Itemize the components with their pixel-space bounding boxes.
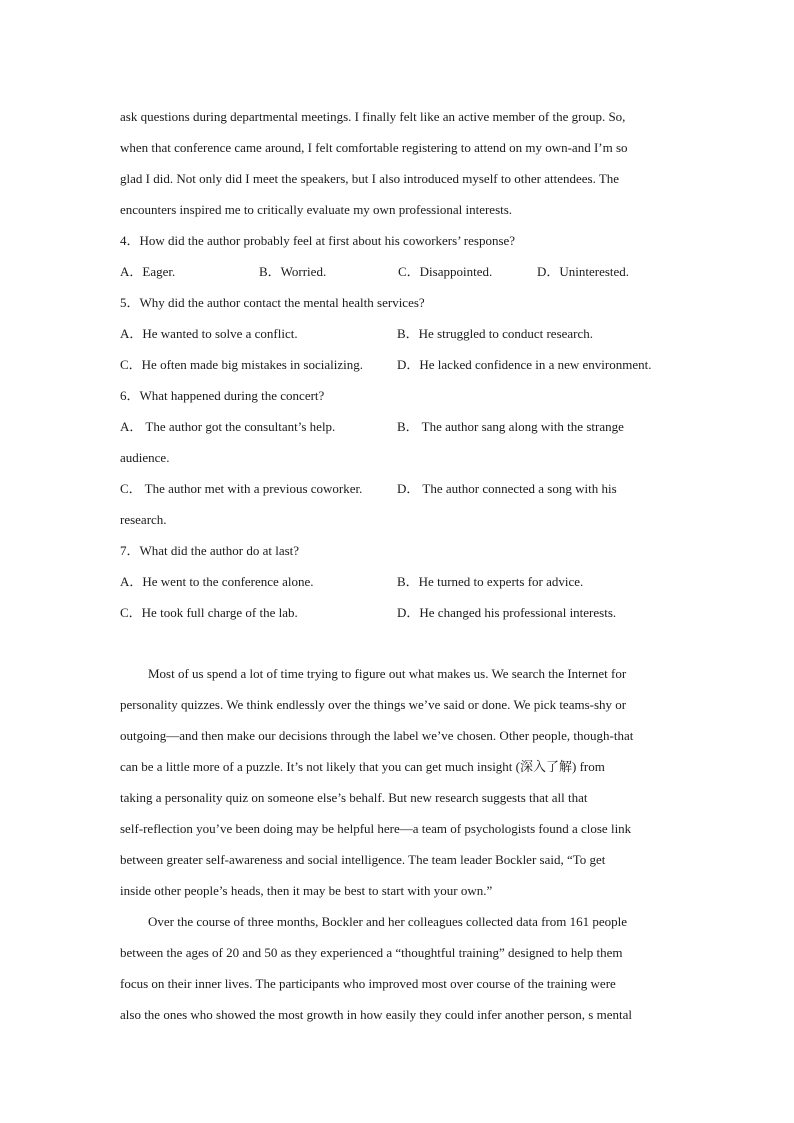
passage-2-paragraph-1 — [120, 658, 680, 906]
section-gap — [120, 628, 680, 658]
passage-line: inside other people’s heads, then it may be best to start with your own.” — [120, 883, 493, 898]
question-stem: 6．What happened during the concert? — [120, 388, 325, 403]
option-a[interactable]: A．He went to the conference alone. — [120, 574, 314, 589]
option-c[interactable]: C． The author met with a previous coworker. — [120, 481, 363, 496]
question-7 — [120, 535, 680, 628]
question-stem: 7．What did the author do at last? — [120, 543, 300, 558]
question-options-row — [120, 473, 680, 504]
option-a[interactable]: A． The author got the consultant’s help. — [120, 419, 336, 434]
question-options — [120, 256, 680, 287]
option-b[interactable]: B．He struggled to conduct research. — [397, 326, 594, 341]
option-b[interactable]: B．Worried. — [259, 264, 327, 279]
passage-line: also the ones who showed the most growth in how easily they could infer another person, s mental — [120, 1007, 632, 1022]
passage-line: self-reflection you’ve been doing may be helpful here—a team of psychologists found a close link — [120, 821, 632, 836]
option-d[interactable]: D．He changed his professional interests. — [397, 605, 617, 620]
option-d-wrap: research. — [120, 512, 167, 527]
question-options-row — [120, 566, 680, 597]
passage-line: Over the course of three months, Bockler and her colleagues collected data from 161 people — [148, 914, 628, 929]
passage-line: Most of us spend a lot of time trying to figure out what makes us. We search the Internet for — [148, 666, 627, 681]
passage-line: when that conference came around, I felt comfortable registering to attend on my own-and I’m so — [120, 140, 628, 155]
question-stem: 5．Why did the author contact the mental health services? — [120, 295, 425, 310]
passage-1-continuation — [120, 101, 680, 225]
question-stem: 4．How did the author probably feel at first about his coworkers’ response? — [120, 233, 516, 248]
option-d[interactable]: D． The author connected a song with his — [397, 481, 617, 496]
document-body — [120, 101, 680, 1030]
option-c[interactable]: C．Disappointed. — [398, 264, 493, 279]
passage-2-paragraph-2 — [120, 906, 680, 1030]
passage-line: between the ages of 20 and 50 as they experienced a “thoughtful training” designed to help them — [120, 945, 623, 960]
passage-line: encounters inspired me to critically evaluate my own professional interests. — [120, 202, 513, 217]
option-b-wrap: audience. — [120, 450, 170, 465]
passage-line: between greater self-awareness and social intelligence. The team leader Bockler said, “To get — [120, 852, 606, 867]
option-a[interactable]: A．He wanted to solve a conflict. — [120, 326, 298, 341]
passage-line: outgoing—and then make our decisions through the label we’ve chosen. Other people, though-that — [120, 728, 634, 743]
question-6 — [120, 380, 680, 535]
passage-line: glad I did. Not only did I meet the speakers, but I also introduced myself to other attendees. The — [120, 171, 620, 186]
question-options-row — [120, 349, 680, 380]
option-c[interactable]: C．He took full charge of the lab. — [120, 605, 298, 620]
passage-line: can be a little more of a puzzle. It’s not likely that you can get much insight (深入了解) from — [120, 759, 605, 774]
option-a[interactable]: A．Eager. — [120, 264, 176, 279]
option-d[interactable]: D．He lacked confidence in a new environment. — [397, 357, 652, 372]
option-c[interactable]: C．He often made big mistakes in socializing. — [120, 357, 363, 372]
option-d[interactable]: D．Uninterested. — [537, 264, 630, 279]
passage-line: personality quizzes. We think endlessly over the things we’ve said or done. We pick teams-shy or — [120, 697, 627, 712]
passage-line: taking a personality quiz on someone else’s behalf. But new research suggests that all that — [120, 790, 588, 805]
option-b[interactable]: B．He turned to experts for advice. — [397, 574, 584, 589]
passage-line: ask questions during departmental meetings. I finally felt like an active member of the group. So, — [120, 109, 626, 124]
option-b[interactable]: B． The author sang along with the strange — [397, 419, 624, 434]
question-options-row — [120, 597, 680, 628]
passage-line: focus on their inner lives. The participants who improved most over course of the training were — [120, 976, 616, 991]
question-options-row — [120, 318, 680, 349]
passage-2 — [120, 658, 680, 1030]
question-options-row — [120, 411, 680, 442]
question-4 — [120, 225, 680, 287]
question-5 — [120, 287, 680, 380]
